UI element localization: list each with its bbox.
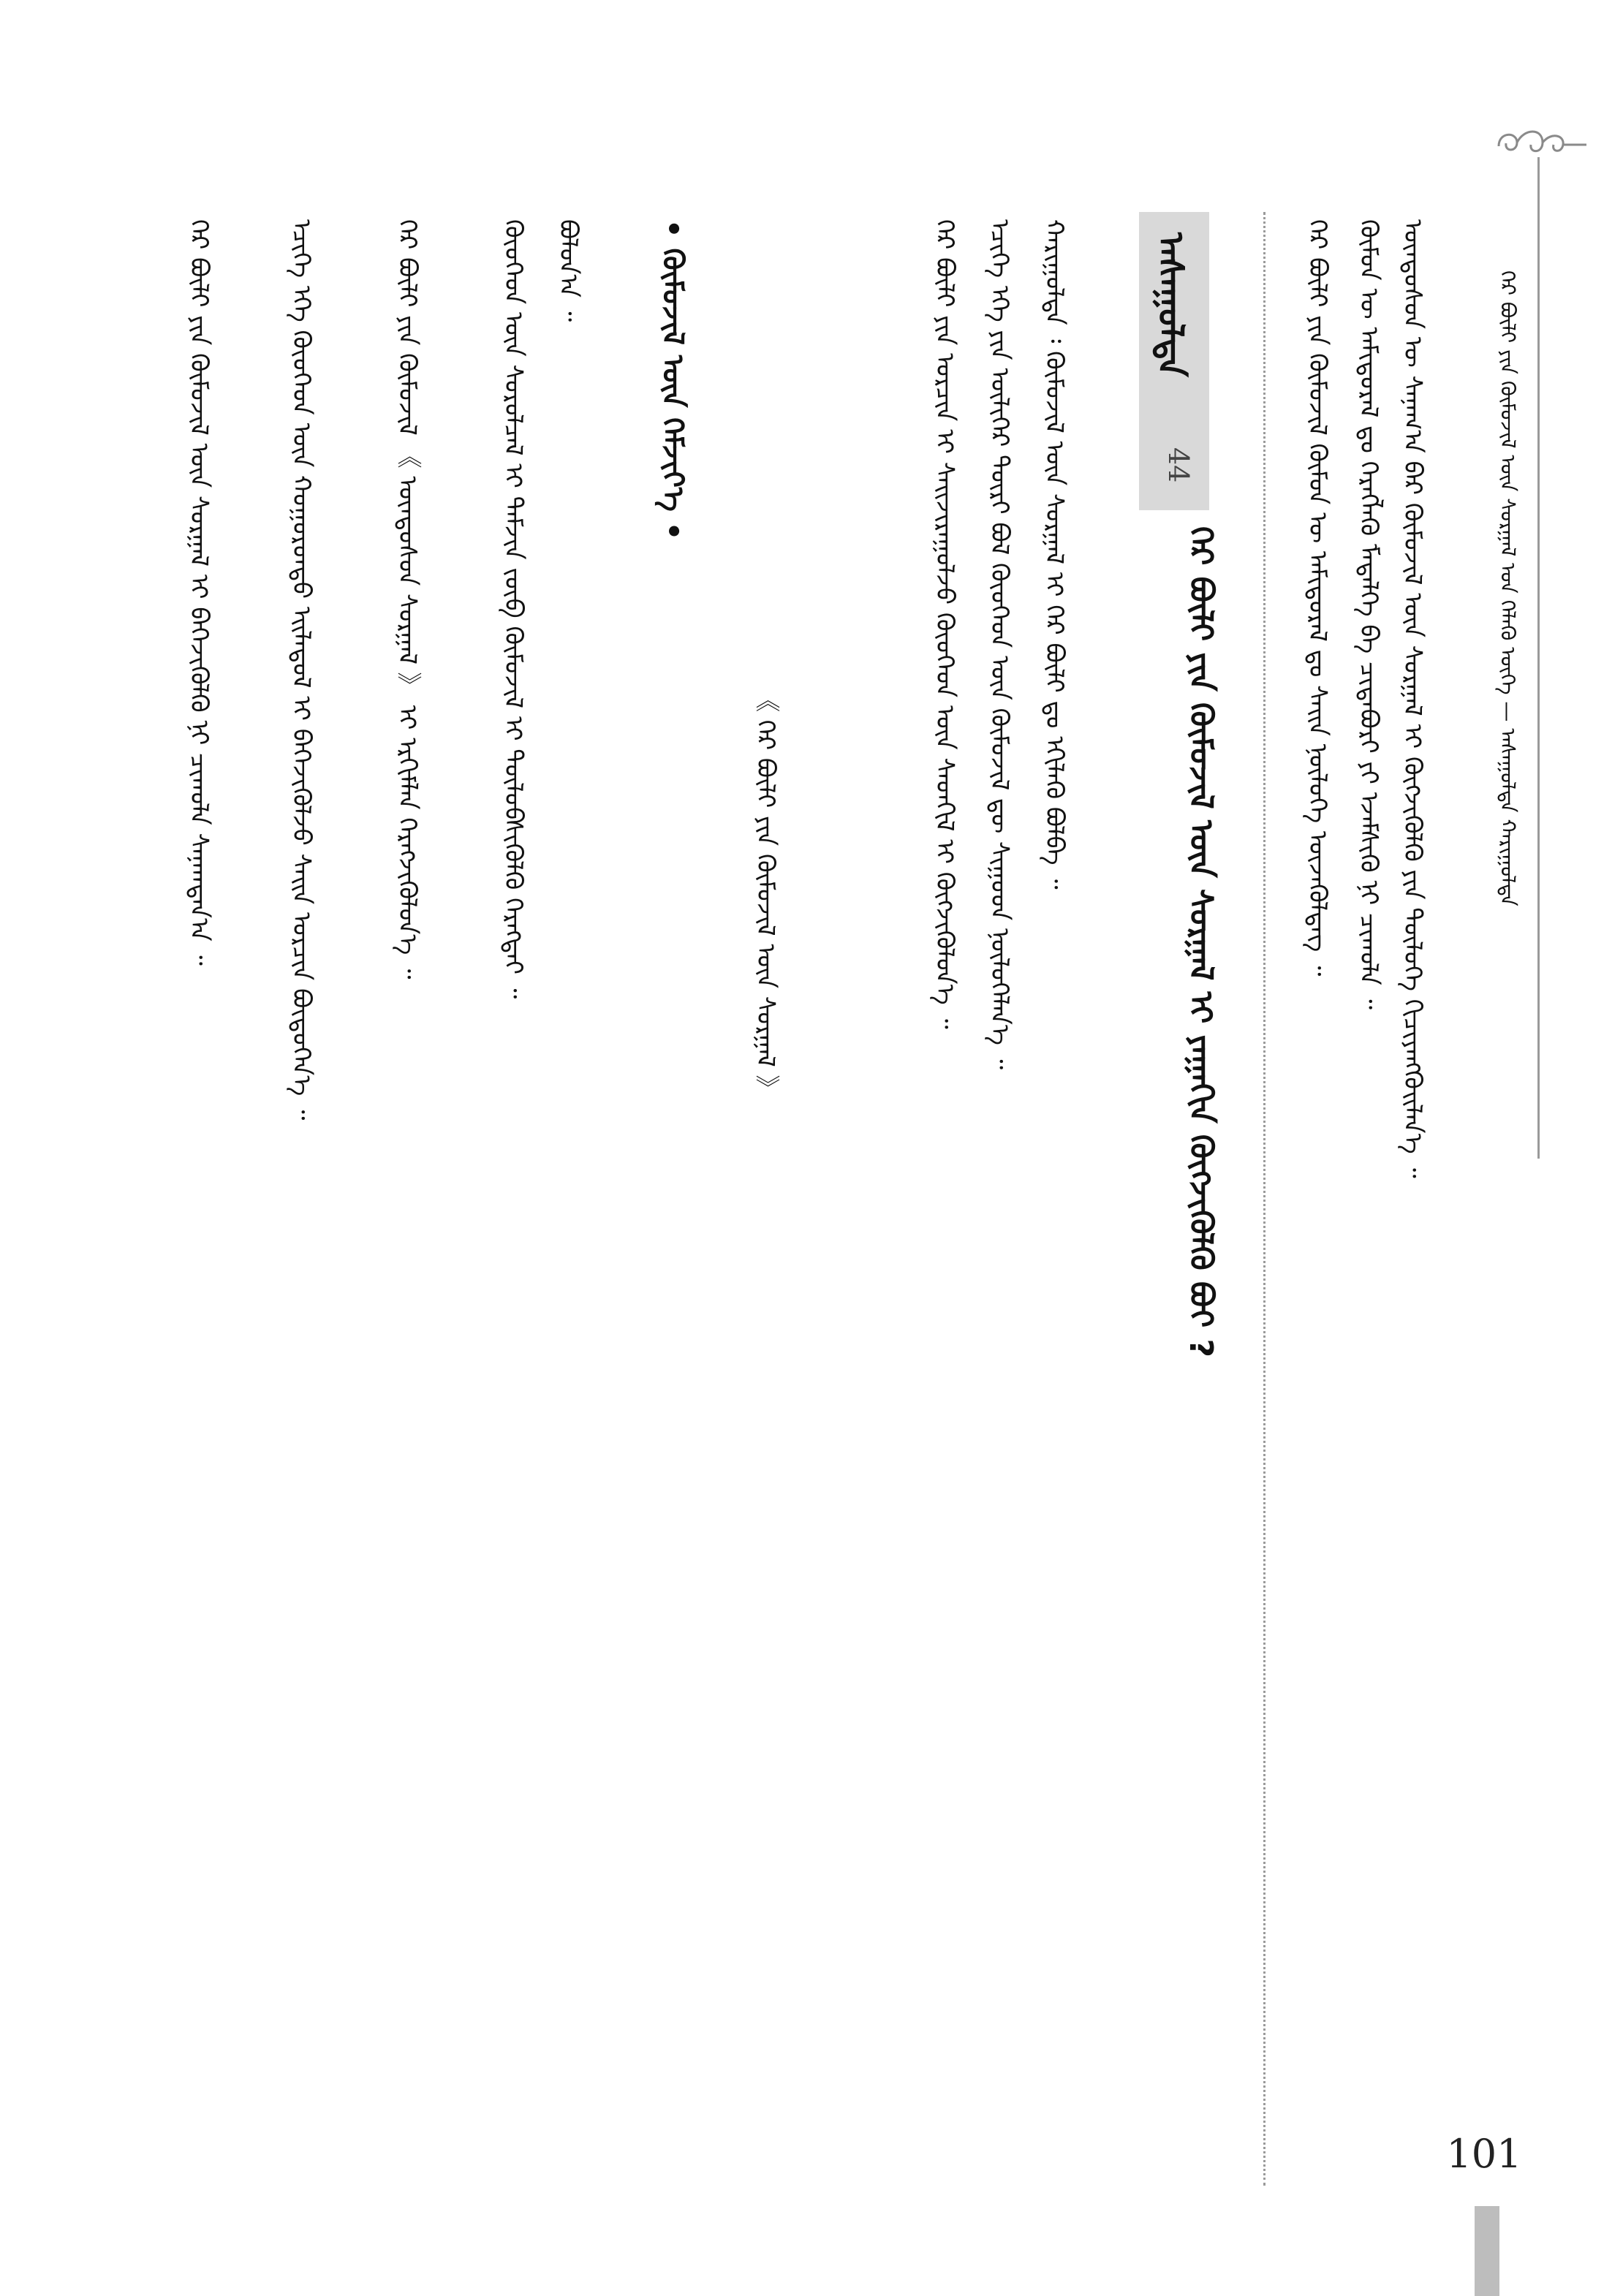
body-column: ᠬᠦᠮᠦᠨ ᠦ ᠠᠮᠢᠳᠤᠷᠠᠯ ᠳᠤ ᠬᠡᠷᠡᠭᠯᠡᠬᠦ ᠮᠡᠳᠡᠯᠭᠡ ᠪᠠ ᠴᠢᠳᠠᠪᠤᠷᠢ ᠶᠢ ᠡᠵᠡᠮᠰᠢᠬᠦ ᠨᠢ ᠴᠢᠬᠤᠯᠠ ᠃ <box>1354 219 1383 1009</box>
answer-column: ᠬᠠᠷᠢᠭᠤᠯᠲᠠ ᠄ ᠬᠦᠮᠦᠵᠢᠯ ᠦᠨ ᠰᠤᠷᠭᠠᠯ ᠢ ᠭᠡᠷ ᠪᠦᠯᠢ ᠳᠤ ᠡᠬᠢᠯᠡᠬᠦ ᠪᠣᠯᠪᠠ ᠃ <box>1040 219 1069 890</box>
body-column: ᠡᠴᠢᠭᠡ ᠡᠬᠡ ᠬᠦᠦᠬᠡᠳ ᠦᠨ ᠬᠣᠭᠣᠷᠤᠨᠳᠤ ᠡᠢᠯᠡᠳᠦᠯ ᠢ ᠪᠡᠬᠡᠵᠢᠭᠦᠯᠵᠦ ᠰᠠᠢᠨ ᠤᠷᠴᠢᠨ ᠪᠦᠲᠦᠭᠡᠨ᠎ᠡ ᠃ <box>287 219 316 1121</box>
answer-column: ᠭᠡᠷ ᠪᠦᠯᠢ ᠶᠢᠨ ᠤᠷᠴᠢᠨ ᠢ ᠰᠠᠢᠵᠢᠷᠠᠭᠤᠯᠵᠤ ᠬᠦᠦᠬᠡᠳ ᠦᠨ ᠰᠡᠳᠬᠢᠯ ᠢ ᠬᠥᠭᠵᠢᠭᠦᠯᠦᠨ᠎ᠡ ᠃ <box>930 219 959 1029</box>
body-column: ᠬᠦᠦᠬᠡᠳ ᠦᠨ ᠰᠤᠷᠤᠯᠴᠠᠯ ᠢ ᠳᠡᠮᠵᠢᠨ ᠵᠥᠪ ᠬᠦᠮᠦᠵᠢᠯ ᠢ ᠲᠥᠯᠦᠪᠰᠢᠭᠦᠯᠬᠦ ᠬᠡᠷᠡᠭᠲᠡᠢ ᠃ <box>499 219 528 999</box>
page-number: 101 <box>1446 2131 1522 2177</box>
question-title: ᠭᠡᠷ ᠪᠦᠯᠢ ᠶᠢᠨ ᠬᠦᠮᠦᠵᠢᠯ ᠦᠨ ᠰᠤᠷᠭᠠᠯ ᠢ ᠶᠠᠭᠠᠬᠢᠨ ᠬᠦᠭᠵᠢᠭᠦᠯᠬᠦ ᠪᠤᠢ ? <box>1182 526 1219 1357</box>
running-head: ᠭᠡᠷ ᠪᠦᠯᠢ ᠶᠢᠨ ᠬᠦᠮᠦᠵᠢᠯ ᠦᠨ ᠰᠤᠷᠭᠠᠯ ᠤᠨ ᠬᠡᠯᠡᠬᠦ ᠦᠭᠡ — ᠠᠰᠠᠭᠤᠯᠲᠠ ᠬᠠᠷᠢᠭᠤᠯᠲᠠ <box>1496 270 1520 906</box>
body-column: ᠭᠡᠷ ᠪᠦᠯᠢ ᠶᠢᠨ ᠬᠦᠮᠦᠵᠢᠯ ᠬᠦᠮᠦᠨ ᠦ ᠠᠮᠢᠳᠤᠷᠠᠯ ᠳᠤ ᠰᠠᠢᠨ ᠨᠥᠯᠦᠭᠡ ᠦᠵᠡᠭᠦᠯᠳᠡᠭ ᠃ <box>1303 219 1332 977</box>
header-rule <box>1537 157 1540 1159</box>
body-column: ᠦᠨᠳᠦᠰᠦᠨ ᠦ ᠰᠠᠨᠠᠭ᠎ᠠ ᠪᠠᠷ ᠬᠦᠮᠦᠵᠢᠯ ᠦᠨ ᠰᠤᠷᠭᠠᠯ ᠢ ᠬᠦᠭᠵᠢᠭᠦᠯᠬᠦ ᠶᠢᠨ ᠲᠥᠯᠦᠭᠡ ᠬᠢᠴᠢᠶᠡᠩᠭᠦᠢᠯᠡᠨ᠎ᠡ ᠃ <box>1398 219 1427 1178</box>
answer-column: ᠡᠴᠢᠭᠡ ᠡᠬᠡ ᠶᠢᠨ ᠦᠯᠢᠭᠡᠷ ᠳᠦᠷᠢ ᠪᠣᠯ ᠬᠦᠦᠬᠡᠳ ᠦᠨ ᠬᠦᠮᠦᠵᠢᠯ ᠳᠦ ᠰᠢᠭᠤᠳ ᠨᠥᠯᠦᠭᠡᠯᠡᠨ᠎ᠡ ᠃ <box>985 219 1014 1070</box>
body-column: ᠭᠡᠷ ᠪᠦᠯᠢ ᠶᠢᠨ ᠬᠦᠮᠦᠵᠢᠯ 《 ᠦᠨᠳᠦᠰᠦᠨ ᠰᠤᠷᠭᠠᠯ 》 ᠢ ᠡᠷᠬᠢᠮᠯᠡᠨ ᠬᠡᠷᠡᠭᠵᠢᠭᠦᠯᠦᠨ᠎ᠡ ᠃ <box>393 219 422 980</box>
side-tab <box>1475 2206 1499 2296</box>
body-column: ᠪᠣᠯᠤᠨ᠎ᠠ ᠃ <box>553 219 583 322</box>
answer-citation: 《 ᠭᠡᠷ ᠪᠦᠯᠢ ᠶᠢᠨ ᠬᠦᠮᠦᠵᠢᠯ ᠦᠨ ᠰᠤᠷᠭᠠᠯ 》 <box>751 687 780 1100</box>
body-column: ᠭᠡᠷ ᠪᠦᠯᠢ ᠶᠢᠨ ᠬᠦᠮᠦᠵᠢᠯ ᠦᠨ ᠰᠤᠷᠭᠠᠯ ᠢ ᠪᠡᠬᠡᠵᠢᠭᠦᠯᠬᠦ ᠨᠢ ᠴᠢᠬᠤᠯᠠ ᠰᠠᠨᠠᠭᠳᠠᠨ᠎ᠠ ᠃ <box>184 219 213 966</box>
question-number: 44 <box>1162 447 1195 483</box>
section-subheading: • ᠬᠦᠮᠦᠵᠢᠯ ᠦᠨ ᠬᠡᠮᠵᠢᠶ᠎ᠡ • <box>656 219 689 541</box>
question-label: ᠠᠰᠠᠭᠤᠯᠲᠠ <box>1150 232 1191 377</box>
dotted-separator <box>1263 212 1266 2186</box>
